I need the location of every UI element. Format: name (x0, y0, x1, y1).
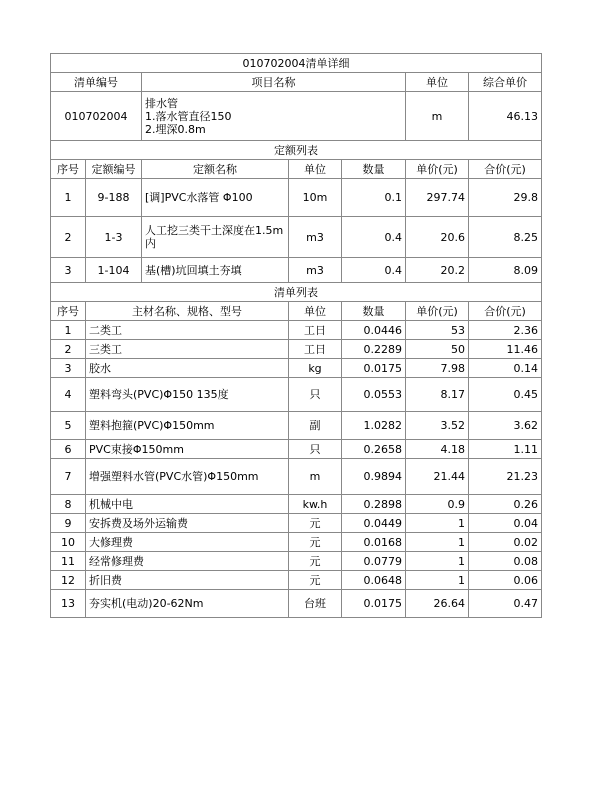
list-row (51, 514, 542, 533)
list-header-qty: 数量 (342, 302, 406, 321)
bill-code: 010702004 (51, 92, 142, 141)
quota-qty: 0.4 (342, 258, 406, 283)
quota-unit-price: 20.6 (406, 217, 469, 258)
list-row (51, 495, 542, 514)
item-name: 排水管 1.落水管直径150 2.埋深0.8m (142, 92, 406, 141)
quota-total: 8.25 (469, 217, 542, 258)
list-total: 0.47 (469, 590, 542, 618)
list-unit: 只 (289, 440, 342, 459)
list-qty: 0.0449 (342, 514, 406, 533)
quota-header-code: 定额编号 (86, 160, 142, 179)
quota-header-unit: 单位 (289, 160, 342, 179)
list-unit: 元 (289, 514, 342, 533)
list-section-title: 清单列表 (51, 283, 542, 302)
list-unit-price: 4.18 (406, 440, 469, 459)
quota-unit: 10m (289, 179, 342, 217)
list-unit-price: 8.17 (406, 378, 469, 412)
quota-unit: m3 (289, 217, 342, 258)
list-row (51, 571, 542, 590)
list-header-total: 合价(元) (469, 302, 542, 321)
list-name: 安拆费及场外运输费 (86, 514, 289, 533)
list-qty: 0.9894 (342, 459, 406, 495)
list-seq: 9 (51, 514, 86, 533)
quota-section-title: 定额列表 (51, 141, 542, 160)
list-total: 0.45 (469, 378, 542, 412)
list-total: 0.02 (469, 533, 542, 552)
quota-row (51, 179, 542, 217)
list-qty: 0.0168 (342, 533, 406, 552)
header-composite-price: 综合单价 (469, 73, 542, 92)
quota-header-seq: 序号 (51, 160, 86, 179)
item-unit: m (406, 92, 469, 141)
quota-seq: 3 (51, 258, 86, 283)
bill-detail-table (50, 53, 542, 618)
list-total: 2.36 (469, 321, 542, 340)
list-seq: 1 (51, 321, 86, 340)
list-total: 3.62 (469, 412, 542, 440)
list-unit-price: 26.64 (406, 590, 469, 618)
list-qty: 1.0282 (342, 412, 406, 440)
list-unit: m (289, 459, 342, 495)
quota-qty: 0.1 (342, 179, 406, 217)
list-name: 增强塑料水管(PVC水管)Φ150mm (86, 459, 289, 495)
list-unit-price: 0.9 (406, 495, 469, 514)
list-qty: 0.0175 (342, 359, 406, 378)
list-unit-price: 53 (406, 321, 469, 340)
list-unit-price: 1 (406, 514, 469, 533)
quota-row (51, 258, 542, 283)
list-row (51, 321, 542, 340)
list-seq: 6 (51, 440, 86, 459)
quota-header-name: 定额名称 (142, 160, 289, 179)
list-name: 折旧费 (86, 571, 289, 590)
list-unit: 工日 (289, 321, 342, 340)
quota-total: 29.8 (469, 179, 542, 217)
list-unit-price: 21.44 (406, 459, 469, 495)
list-seq: 10 (51, 533, 86, 552)
list-seq: 8 (51, 495, 86, 514)
quota-qty: 0.4 (342, 217, 406, 258)
list-name: 经常修理费 (86, 552, 289, 571)
quota-header-unit-price: 单价(元) (406, 160, 469, 179)
list-seq: 3 (51, 359, 86, 378)
list-qty: 0.2289 (342, 340, 406, 359)
list-row (51, 412, 542, 440)
list-unit-price: 1 (406, 552, 469, 571)
list-unit: 元 (289, 571, 342, 590)
list-qty: 0.2658 (342, 440, 406, 459)
list-qty: 0.0648 (342, 571, 406, 590)
list-qty: 0.0553 (342, 378, 406, 412)
list-total: 0.08 (469, 552, 542, 571)
quota-unit-price: 20.2 (406, 258, 469, 283)
list-qty: 0.0446 (342, 321, 406, 340)
quota-name: 人工挖三类干土深度在1.5m内 (142, 217, 289, 258)
list-row (51, 440, 542, 459)
list-total: 1.11 (469, 440, 542, 459)
list-qty: 0.2898 (342, 495, 406, 514)
list-unit: 工日 (289, 340, 342, 359)
list-name: PVC束接Φ150mm (86, 440, 289, 459)
quota-seq: 2 (51, 217, 86, 258)
list-name: 大修理费 (86, 533, 289, 552)
list-name: 机械中电 (86, 495, 289, 514)
list-total: 0.14 (469, 359, 542, 378)
header-unit: 单位 (406, 73, 469, 92)
quota-name: [调]PVC水落管 Φ100 (142, 179, 289, 217)
list-header-seq: 序号 (51, 302, 86, 321)
header-bill-code: 清单编号 (51, 73, 142, 92)
list-unit-price: 1 (406, 533, 469, 552)
list-row (51, 552, 542, 571)
list-unit: 元 (289, 533, 342, 552)
list-unit: kg (289, 359, 342, 378)
quota-code: 1-3 (86, 217, 142, 258)
list-row (51, 359, 542, 378)
list-unit: kw.h (289, 495, 342, 514)
list-name: 塑料抱箍(PVC)Φ150mm (86, 412, 289, 440)
quota-total: 8.09 (469, 258, 542, 283)
quota-header-total: 合价(元) (469, 160, 542, 179)
list-unit-price: 3.52 (406, 412, 469, 440)
quota-name: 基(槽)坑回填土夯填 (142, 258, 289, 283)
list-qty: 0.0779 (342, 552, 406, 571)
quota-header-qty: 数量 (342, 160, 406, 179)
list-row (51, 340, 542, 359)
list-total: 0.04 (469, 514, 542, 533)
list-unit: 台班 (289, 590, 342, 618)
list-name: 夯实机(电动)20-62Nm (86, 590, 289, 618)
list-seq: 7 (51, 459, 86, 495)
quota-row (51, 217, 542, 258)
header-item-name: 项目名称 (142, 73, 406, 92)
list-unit: 只 (289, 378, 342, 412)
list-header-unit-price: 单价(元) (406, 302, 469, 321)
list-name: 三类工 (86, 340, 289, 359)
list-unit: 元 (289, 552, 342, 571)
list-total: 0.26 (469, 495, 542, 514)
list-name: 胶水 (86, 359, 289, 378)
quota-code: 1-104 (86, 258, 142, 283)
list-row (51, 459, 542, 495)
list-seq: 11 (51, 552, 86, 571)
list-seq: 12 (51, 571, 86, 590)
list-unit-price: 7.98 (406, 359, 469, 378)
list-header-name: 主材名称、规格、型号 (86, 302, 289, 321)
list-unit-price: 50 (406, 340, 469, 359)
quota-code: 9-188 (86, 179, 142, 217)
list-total: 0.06 (469, 571, 542, 590)
quota-unit: m3 (289, 258, 342, 283)
list-name: 二类工 (86, 321, 289, 340)
list-row (51, 533, 542, 552)
composite-price: 46.13 (469, 92, 542, 141)
list-header-unit: 单位 (289, 302, 342, 321)
list-unit: 副 (289, 412, 342, 440)
quota-unit-price: 297.74 (406, 179, 469, 217)
table-title: 010702004清单详细 (51, 54, 542, 73)
list-row (51, 378, 542, 412)
list-seq: 13 (51, 590, 86, 618)
list-unit-price: 1 (406, 571, 469, 590)
list-seq: 5 (51, 412, 86, 440)
list-qty: 0.0175 (342, 590, 406, 618)
quota-seq: 1 (51, 179, 86, 217)
list-total: 21.23 (469, 459, 542, 495)
list-row (51, 590, 542, 618)
list-total: 11.46 (469, 340, 542, 359)
list-seq: 2 (51, 340, 86, 359)
list-name: 塑料弯头(PVC)Φ150 135度 (86, 378, 289, 412)
list-seq: 4 (51, 378, 86, 412)
